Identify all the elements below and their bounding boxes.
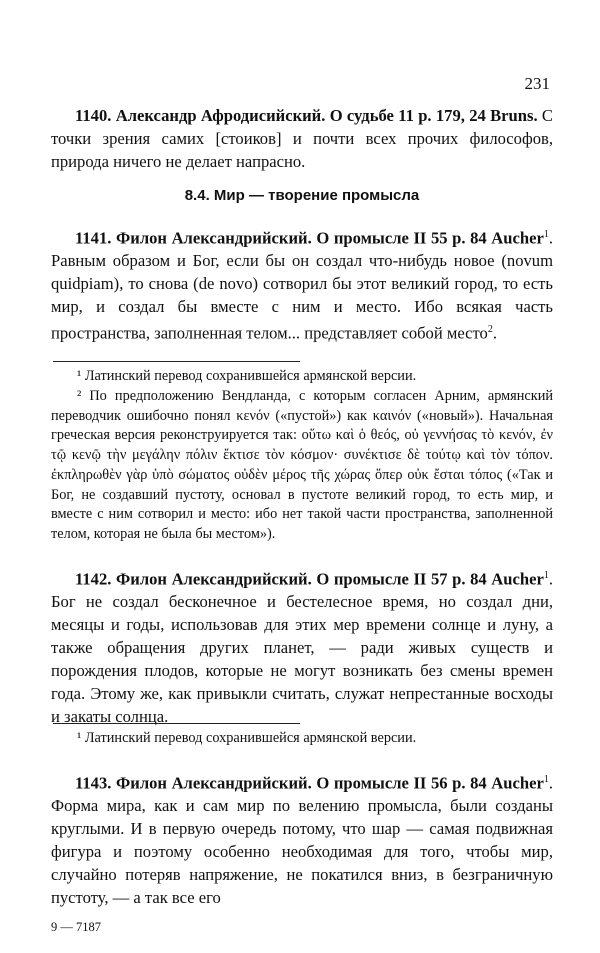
- page-number: 231: [524, 74, 550, 93]
- entry-1140: [51, 105, 553, 174]
- entry-1143-heading: 1143. Филон Александрийский. О промысле II 56 р. 84 Aucher: [75, 773, 544, 793]
- entry-1141-text-mark: 2: [487, 324, 493, 336]
- entry-1143-heading-mark: 1: [543, 774, 549, 785]
- entry-1142-text: . Бог не создал бесконечное и бестелесное время, но создал дни, месяцы и годы, использовав для этих мер времени солнце и луну, а также обращения других планет, — ради живых существ и порождения плодов, которые не могут возникать без смены времен года. Этому же, как привыкли считать, служат непрестанные восходы и закаты солнца.: [51, 569, 553, 726]
- signature-mark: 9 — 7187: [51, 920, 101, 934]
- footnote-1141-2: ² По предположению Вендланда, с которым согласен Арним, армянский переводчик ошибочно понял κενόν («пустой») как καινόν («новый»). Начальная греческая версия реконструируется так: οὕτω καὶ ὁ θεός, οὐ γεννήσας τὸ κενόν, ἐν τῷ κενῷ τὴν μεγάλην πόλιν ἔκτισε τὸν κόσμον· συνέκτισε δὲ τούτῳ καὶ τὸν τόπον. ἐκπληρωθὲν γὰρ ὑπὸ σώματος οὐδὲν μέρος τῆς χώρας ὅπερ οὐκ ἔσται τόπος («Так и Бог, не создавший пустоту, основал в пустоте великий город, то есть мир, и вместе с ним сотворил и место: ибо нет такой части пространства, заполненной телом, которая не была бы местом»).: [51, 388, 553, 542]
- entry-1140-text: С точки зрения самих [стоиков] и почти всех прочих философов, природа ничего не делает напрасно.: [51, 106, 553, 171]
- entry-1141: [51, 224, 553, 346]
- entry-1142-heading-mark: 1: [543, 570, 549, 581]
- footnote-1141-1: ¹ Латинский перевод сохранившейся армянской версии.: [77, 368, 417, 384]
- entry-1142-heading: 1142. Филон Александрийский. О промысле II 57 р. 84 Aucher: [75, 569, 544, 589]
- entry-1141-text-end: .: [492, 323, 498, 343]
- footnote-1142-1: ¹ Латинский перевод сохранившейся армянской версии.: [77, 730, 417, 746]
- entry-1141-text: . Равным образом и Бог, если бы он создал что-нибудь новое (novum quidpiam), то снова (de novo) сотворил бы этот великий город, то есть мир, и создал бы вместе с ним и место. Ибо всякая часть пространства, заполненная телом... представляет собой место: [51, 228, 553, 343]
- entry-1140-heading: 1140. Александр Афродисийский. О судьбе 11 р. 179, 24 Bruns.: [75, 106, 538, 125]
- footnote-rule: [53, 361, 300, 362]
- entry-1143-text: . Форма мира, как и сам мир по велению промысла, были созданы круглыми. И в первую очередь потому, что шар — самая подвижная фигура и поэтому особенно необходимая для того, чтобы мир, случайно потеряв напряжение, не покатился вниз, в безграничную пустоту, — а так все его: [51, 773, 553, 908]
- entry-1142: [51, 565, 553, 729]
- entry-1141-heading-mark: 1: [543, 229, 549, 240]
- entry-1141-heading: 1141. Филон Александрийский. О промысле II 55 р. 84 Aucher: [75, 228, 544, 248]
- entry-1143: [51, 769, 553, 910]
- section-title: 8.4. Мир — творение промысла: [184, 187, 420, 204]
- footnote-rule: [53, 723, 300, 724]
